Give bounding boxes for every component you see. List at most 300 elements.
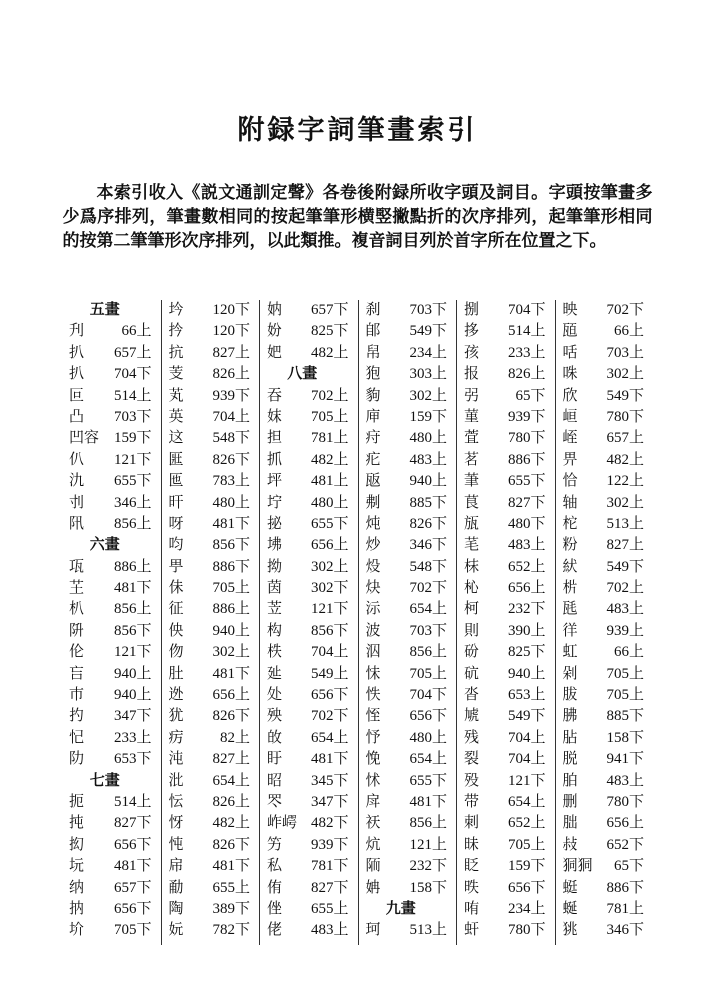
entry-character: 扒 [69, 344, 85, 361]
entry-character: 陑 [365, 858, 381, 875]
entry-page-number: 232下 [409, 858, 447, 875]
index-entry [260, 813, 356, 834]
entry-page-number: 825下 [507, 644, 546, 661]
entry-page-number: 940上 [212, 622, 250, 639]
index-entry [162, 300, 258, 321]
entry-character: 姌 [365, 879, 381, 896]
index-entry [556, 706, 652, 727]
entry-character: 迯 [168, 687, 184, 704]
index-entry [556, 386, 652, 407]
entry-character: 扒 [69, 366, 85, 383]
entry-page-number: 654上 [409, 601, 447, 618]
index-entry [359, 792, 455, 813]
entry-character: 妠 [267, 302, 283, 318]
index-entry [556, 835, 652, 856]
entry-page-number: 856上 [409, 815, 447, 832]
index-entry [457, 578, 553, 599]
index-entry [359, 300, 455, 321]
index-entry [457, 685, 553, 706]
entry-character: 刌 [69, 494, 85, 511]
entry-character: 炕 [365, 836, 381, 853]
index-entry [556, 364, 652, 385]
entry-character: 炖 [365, 515, 381, 532]
index-entry [556, 642, 652, 663]
entry-character: 坃 [69, 858, 85, 875]
index-entry [359, 450, 455, 471]
index-column [161, 300, 260, 945]
entry-page-number: 480下 [507, 515, 546, 532]
index-entry [556, 343, 652, 364]
entry-character: 叵 [69, 387, 85, 404]
entry-page-number: 856上 [409, 644, 447, 661]
entry-page-number: 481下 [310, 751, 349, 768]
index-entry [556, 664, 652, 685]
entry-page-number: 941下 [606, 751, 644, 768]
entry-character: 芏 [69, 580, 85, 597]
index-column [358, 300, 457, 945]
entry-character: 敊 [562, 836, 578, 853]
entry-character: 伆 [168, 644, 184, 661]
index-entry [359, 749, 455, 770]
index-entry [556, 557, 652, 578]
entry-page-number: 347下 [310, 793, 349, 810]
entry-character: 茵 [267, 580, 283, 597]
entry-character: 徉 [562, 622, 578, 639]
entry-page-number: 121下 [113, 451, 152, 468]
entry-character: 峘 [562, 408, 578, 425]
entry-character: 狍 [365, 366, 381, 383]
entry-character: 旰 [168, 494, 184, 511]
entry-page-number: 480上 [310, 494, 349, 511]
index-entry [359, 856, 455, 877]
entry-page-number: 655上 [212, 879, 250, 896]
index-entry [260, 535, 356, 556]
index-entry [260, 621, 356, 642]
entry-page-number: 121下 [310, 601, 349, 618]
entry-character: 炒 [365, 537, 381, 554]
entry-character: 炈 [365, 558, 381, 575]
entry-character: 坲 [267, 537, 283, 554]
entry-page-number: 652下 [606, 836, 644, 853]
index-entry [556, 514, 652, 535]
index-entry [62, 364, 159, 385]
index-entry [457, 300, 553, 321]
entry-character: 英 [168, 408, 184, 425]
entry-page-number: 548下 [409, 558, 447, 575]
entry-page-number: 886上 [113, 558, 152, 575]
index-entry [556, 685, 652, 706]
entry-page-number: 480上 [212, 494, 250, 511]
index-entry [260, 899, 356, 920]
entry-character: 佒 [168, 622, 184, 639]
index-entry [457, 599, 553, 620]
index-entry [556, 300, 652, 321]
entry-page-number: 780下 [507, 922, 546, 939]
index-entry [162, 792, 258, 813]
entry-character: 畀 [562, 451, 578, 468]
entry-page-number: 826上 [212, 366, 250, 383]
entry-character: 殃 [267, 708, 283, 725]
entry-character: 征 [168, 601, 184, 618]
entry-character: 殁 [464, 772, 480, 789]
entry-page-number: 482下 [310, 815, 349, 832]
index-entry [162, 343, 258, 364]
index-column [555, 300, 654, 945]
entry-character: 带 [464, 793, 480, 810]
entry-character: 竻 [267, 836, 283, 853]
entry-character: 抐 [69, 900, 85, 917]
entry-character: 佅 [168, 580, 184, 597]
entry-character: 柣 [267, 644, 283, 661]
index-entry [62, 493, 159, 514]
index-entry [556, 407, 652, 428]
index-entry [457, 792, 553, 813]
entry-character: 咶 [562, 344, 578, 361]
entry-character: 茗 [464, 451, 480, 468]
index-entry [260, 728, 356, 749]
entry-page-number: 705下 [113, 922, 152, 939]
entry-page-number: 120下 [212, 302, 250, 318]
index-entry [162, 514, 258, 535]
entry-character: 刹 [365, 302, 381, 318]
entry-character: 甼 [168, 558, 184, 575]
index-entry [62, 321, 159, 342]
index-entry [62, 428, 159, 449]
entry-character: 瓨 [69, 558, 85, 575]
entry-page-number: 120下 [212, 323, 250, 340]
entry-page-number: 940上 [113, 665, 152, 682]
entry-page-number: 122上 [606, 473, 644, 490]
index-entry [457, 343, 553, 364]
entry-character: 㢟 [267, 665, 283, 682]
index-entry [62, 578, 159, 599]
index-entry [260, 685, 356, 706]
index-entry [260, 878, 356, 899]
entry-page-number: 159下 [409, 408, 447, 425]
entry-page-number: 159下 [507, 858, 546, 875]
entry-page-number: 389下 [212, 900, 250, 917]
index-entry [556, 813, 652, 834]
entry-page-number: 549下 [507, 708, 546, 725]
entry-character: 恰 [562, 473, 578, 490]
entry-character: 瓱 [562, 601, 578, 618]
index-entry [457, 920, 553, 941]
index-entry [260, 835, 356, 856]
entry-page-number: 302上 [409, 387, 447, 404]
entry-character: 沘 [168, 772, 184, 789]
entry-page-number: 483上 [409, 451, 447, 468]
entry-character: 瓪 [365, 473, 381, 490]
entry-character: 眨 [464, 858, 480, 875]
entry-character: 瓸 [562, 323, 578, 340]
entry-page-number: 856下 [113, 622, 152, 639]
entry-page-number: 656下 [507, 879, 546, 896]
index-column [62, 300, 161, 945]
entry-character: 凸 [69, 408, 85, 425]
entry-page-number: 702上 [310, 387, 349, 404]
index-entry [556, 920, 652, 941]
index-entry [62, 878, 159, 899]
index-entry [260, 792, 356, 813]
entry-character: 怢 [365, 687, 381, 704]
entry-page-number: 234上 [409, 344, 447, 361]
index-entry [62, 835, 159, 856]
entry-page-number: 826下 [409, 515, 447, 532]
entry-character: 抓 [267, 451, 283, 468]
entry-page-number: 856上 [113, 515, 152, 532]
index-entry [162, 428, 258, 449]
entry-page-number: 481下 [113, 858, 152, 875]
entry-page-number: 121下 [507, 772, 546, 789]
index-entry [457, 407, 553, 428]
entry-character: 脱 [562, 751, 578, 768]
index-entry [62, 642, 159, 663]
index-entry [457, 771, 553, 792]
index-entry [260, 471, 356, 492]
entry-character: 沓 [464, 687, 480, 704]
index-entry [359, 321, 455, 342]
entry-character: 芼 [464, 537, 480, 554]
entry-character: 呀 [168, 515, 184, 532]
entry-page-number: 704下 [507, 302, 546, 318]
entry-page-number: 121上 [409, 836, 447, 853]
entry-character: 刺 [464, 815, 480, 832]
entry-page-number: 655下 [113, 473, 152, 490]
entry-page-number: 702下 [310, 708, 349, 725]
entry-page-number: 234上 [507, 900, 546, 917]
entry-character: 菫 [464, 408, 480, 425]
entry-page-number: 702上 [606, 580, 644, 597]
index-entry [162, 771, 258, 792]
entry-page-number: 549下 [606, 558, 644, 575]
entry-page-number: 513上 [409, 922, 447, 939]
entry-page-number: 480上 [409, 729, 447, 746]
entry-page-number: 302上 [212, 644, 250, 661]
entry-page-number: 940上 [113, 687, 152, 704]
index-entry [556, 321, 652, 342]
entry-page-number: 655下 [507, 473, 546, 490]
entry-character: 帠 [365, 344, 381, 361]
entry-character: 私 [267, 858, 283, 875]
entry-character: 㭊 [562, 580, 578, 597]
entry-character: 則 [464, 622, 480, 639]
index-entry [457, 428, 553, 449]
entry-page-number: 480上 [409, 430, 447, 447]
entry-page-number: 302上 [606, 494, 644, 511]
index-entry [260, 493, 356, 514]
entry-page-number: 549下 [409, 323, 447, 340]
entry-page-number: 482上 [310, 344, 349, 361]
entry-page-number: 302下 [310, 580, 349, 597]
entry-page-number: 704下 [113, 366, 152, 383]
entry-page-number: 549上 [310, 665, 349, 682]
entry-page-number: 940上 [409, 473, 447, 490]
entry-page-number: 703下 [113, 408, 152, 425]
index-entry [359, 343, 455, 364]
entry-page-number: 481下 [212, 515, 250, 532]
index-entry [62, 514, 159, 535]
index-entry [260, 920, 356, 941]
index-entry [457, 364, 553, 385]
index-entry [260, 450, 356, 471]
index-entry [162, 685, 258, 706]
entry-character: 忳 [168, 836, 184, 853]
entry-page-number: 939下 [310, 836, 349, 853]
entry-character: 柁 [562, 515, 578, 532]
index-entry [359, 835, 455, 856]
entry-character: 敀 [267, 729, 283, 746]
entry-character: 炔 [365, 580, 381, 597]
entry-character: 珂 [365, 922, 381, 939]
index-entry [359, 878, 455, 899]
index-entry [359, 471, 455, 492]
entry-character: 疠 [168, 729, 184, 746]
index-entry [556, 621, 652, 642]
index-entry [162, 557, 258, 578]
entry-character: 怽 [365, 665, 381, 682]
entry-character: 纳 [69, 879, 85, 896]
entry-page-number: 856下 [212, 537, 250, 554]
entry-page-number: 513上 [606, 515, 644, 532]
index-entry [556, 728, 652, 749]
entry-page-number: 390上 [507, 622, 546, 639]
entry-character: 扲 [168, 323, 184, 340]
entry-character: 㤉 [168, 815, 184, 832]
entry-page-number: 483上 [507, 537, 546, 554]
index-entry [359, 599, 455, 620]
entry-page-number: 66上 [613, 323, 644, 340]
entry-character: 峌 [562, 430, 578, 447]
entry-character: 芰 [168, 366, 184, 383]
entry-page-number: 302上 [606, 366, 644, 383]
entry-character: 沌 [168, 751, 184, 768]
entry-page-number: 885下 [409, 494, 447, 511]
entry-page-number: 657上 [606, 430, 644, 447]
entry-page-number: 346下 [409, 537, 447, 554]
index-entry [62, 685, 159, 706]
entry-page-number: 483上 [310, 922, 349, 939]
index-entry [62, 920, 159, 941]
index-entry [162, 835, 258, 856]
entry-character: 妺 [267, 408, 283, 425]
entry-page-number: 549下 [606, 387, 644, 404]
entry-character: 朳 [69, 601, 85, 618]
index-entry [162, 578, 258, 599]
entry-page-number: 826下 [212, 451, 250, 468]
entry-page-number: 232下 [507, 601, 546, 618]
index-entry [457, 749, 553, 770]
index-entry [457, 557, 553, 578]
entry-character: 孩 [464, 344, 480, 361]
index-entry [62, 856, 159, 877]
entry-page-number: 656上 [310, 537, 349, 554]
entry-character: 坾 [267, 494, 283, 511]
entry-page-number: 940上 [507, 665, 546, 682]
index-entry [162, 642, 258, 663]
entry-page-number: 704上 [310, 644, 349, 661]
index-entry [162, 407, 258, 428]
entry-character: 删 [562, 793, 578, 810]
index-entry [457, 642, 553, 663]
entry-character: 构 [267, 622, 283, 639]
entry-page-number: 705上 [409, 665, 447, 682]
entry-character: 勈 [168, 879, 184, 896]
entry-character: 弜 [464, 387, 480, 404]
index-entry [260, 300, 356, 321]
entry-page-number: 826下 [212, 836, 250, 853]
entry-page-number: 159下 [113, 430, 152, 447]
entry-page-number: 705上 [606, 687, 644, 704]
index-entry [162, 920, 258, 941]
index-entry [62, 664, 159, 685]
entry-page-number: 483上 [606, 772, 644, 789]
entry-page-number: 702下 [606, 302, 644, 318]
index-entry [556, 878, 652, 899]
index-entry [62, 557, 159, 578]
entry-page-number: 345下 [310, 772, 349, 789]
entry-page-number: 654上 [212, 772, 250, 789]
index-entry [359, 535, 455, 556]
entry-character: 巿 [69, 687, 85, 704]
index-entry [62, 813, 159, 834]
entry-character: 圿 [69, 922, 85, 939]
entry-page-number: 654上 [310, 729, 349, 746]
index-entry [162, 321, 258, 342]
entry-page-number: 65下 [515, 387, 546, 404]
entry-character: 肚 [168, 665, 184, 682]
entry-page-number: 514上 [507, 323, 546, 340]
entry-page-number: 481下 [212, 858, 250, 875]
entry-character: 怵 [365, 772, 381, 789]
index-entry [162, 599, 258, 620]
index-entry [359, 920, 455, 941]
index-entry [457, 321, 553, 342]
index-table [62, 300, 653, 945]
entry-page-number: 656上 [507, 580, 546, 597]
entry-character: 泅 [365, 644, 381, 661]
entry-character: 裂 [464, 751, 480, 768]
entry-page-number: 346上 [113, 494, 152, 511]
entry-character: 吂 [69, 665, 85, 682]
index-entry [260, 578, 356, 599]
entry-character: 枺 [464, 558, 480, 575]
entry-character: 苙 [267, 601, 283, 618]
index-entry [556, 578, 652, 599]
entry-character: 虷 [464, 922, 480, 939]
index-entry [359, 813, 455, 834]
entry-character: 忬 [365, 729, 381, 746]
entry-character: 萓 [464, 430, 480, 447]
entry-character: 砊 [464, 665, 480, 682]
entry-character: 疛 [365, 430, 381, 447]
index-entry [359, 386, 455, 407]
entry-page-number: 826上 [212, 793, 250, 810]
entry-page-number: 657上 [113, 344, 152, 361]
entry-page-number: 82上 [219, 729, 250, 746]
index-entry [556, 792, 652, 813]
entry-character: 侑 [267, 879, 283, 896]
entry-character: 盱 [267, 751, 283, 768]
entry-page-number: 66上 [613, 644, 644, 661]
entry-character: 狪狪 [562, 858, 593, 875]
entry-page-number: 856上 [113, 601, 152, 618]
entry-page-number: 657下 [113, 879, 152, 896]
entry-character: 疕 [365, 451, 381, 468]
index-entry [359, 685, 455, 706]
index-entry [62, 621, 159, 642]
entry-page-number: 655下 [409, 772, 447, 789]
entry-character: 虹 [562, 644, 578, 661]
